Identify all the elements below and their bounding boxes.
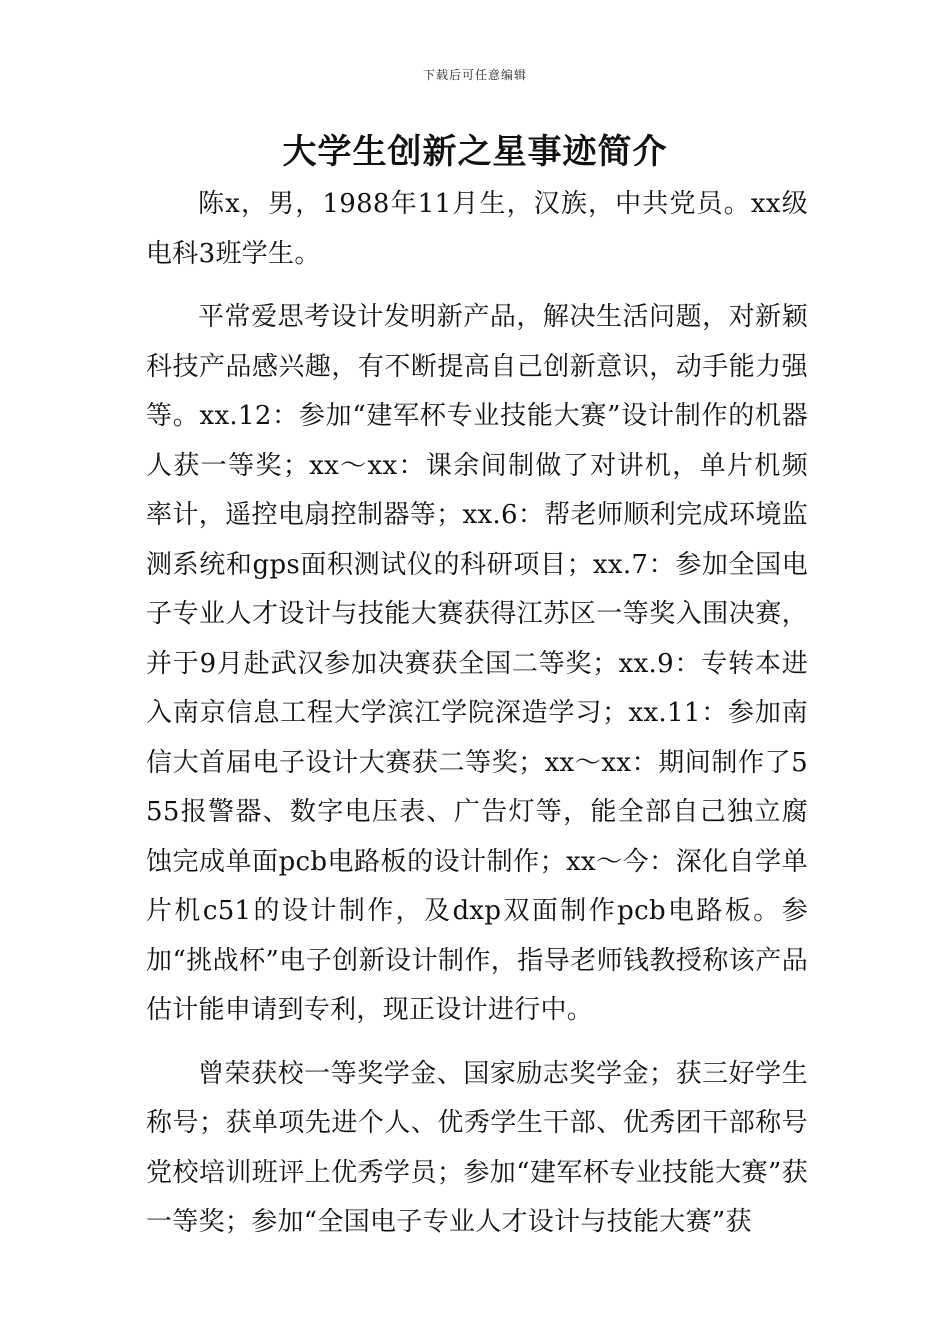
paragraph-intro: 陈x，男，1988年11月生，汉族，中共党员。xx级电科3班学生。 (146, 189, 808, 269)
paragraph-honors: 曾荣获校一等奖学金、国家励志奖学金；获三好学生称号；获单项先进个人、优秀学生干部、优秀团干部称号 党校培训班评上优秀学员；参加“建军杯专业技能大赛”获一等奖；参加“全国电子专业人才设计与技能大赛”获 (146, 1058, 808, 1237)
document-title: 大学生创新之星事迹简介 (282, 132, 668, 172)
header-note: 下载后可任意编辑 (422, 68, 527, 82)
document-body (146, 180, 808, 1262)
paragraph-achievements: 平常爱思考设计发明新产品，解决生活问题，对新颖科技产品感兴趣，有不断提高自己创新意识，动手能力强等。xx.12：参加“建军杯专业技能大赛”设计制作的机器人获一等奖；xx～xx：课余间制做了对讲机，单片机频率计，遥控电扇控制器等；xx.6：帮老师顺利完成环境监测系统和gps面积测试仪的科研项目；xx.7：参加全国电子专业人才设计与技能大赛获得江苏区一等奖入围决赛，并于9月赴武汉参加决赛获全国二等奖；xx.9：专转本进入南京信息工程大学滨江学院深造学习；xx.11：参加南信大首届电子设计大赛获二等奖；xx～xx：期间制作了555报警器、数字电压表、广告灯等，能全部自己独立腐蚀完成单面pcb电路板的设计制作；xx～今：深化自学单片机c51的设计制作，及dxp双面制作pcb电路板。参加“挑战杯”电子创新设计制作，指导老师钱教授称该产品估计能申请到专利，现正设计进行中。 (146, 302, 808, 1025)
